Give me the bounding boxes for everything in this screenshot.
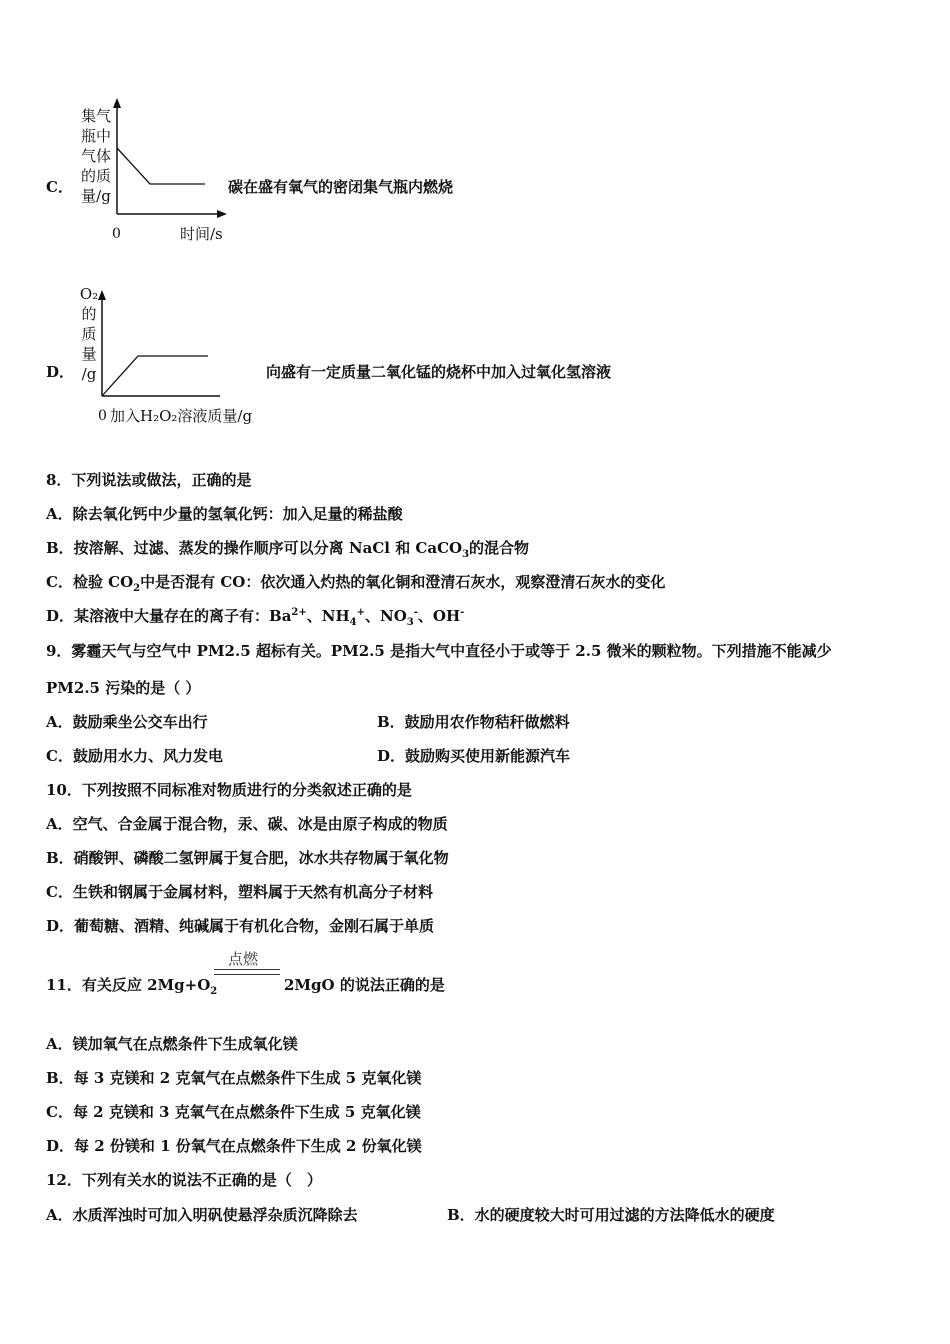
q11-stem-right: 2MgO 的说法正确的是 [284,976,445,994]
q9-stem-line1: 9．雾霾天气与空气中 PM2.5 超标有关。PM2.5 是指大气中直径小于或等于 2.5 微米的颗粒物。下列措施不能减少 [46,642,832,660]
q10-option-b: B．硝酸钾、磷酸二氢钾属于复合肥，冰水共存物属于氧化物 [46,849,449,867]
option-c-curve [117,148,205,184]
option-c-caption: 碳在盛有氧气的密闭集气瓶内燃烧 [228,178,454,196]
q8-option-b: B．按溶解、过滤、蒸发的操作顺序可以分离 NaCl 和 CaCO$_3$的混合物 [46,539,530,560]
q9-option-c: C．鼓励用水力、风力发电 [46,747,223,765]
q11-reaction-condition: 点燃 [228,950,259,968]
q12-stem: 12．下列有关水的说法不正确的是（ ） [46,1171,322,1189]
option-d-letter: D． [46,363,75,381]
option-c-y-axis-label: 集气 瓶中 气体 的质 量/g [80,107,111,205]
q11-stem-left: 11．有关反应 $2Mg+O_2$ [46,976,218,997]
q11-option-a: A．镁加氧气在点燃条件下生成氧化镁 [46,1035,298,1053]
q11-option-b: B．每 3 克镁和 2 克氧气在点燃条件下生成 5 克氧化镁 [46,1069,422,1087]
option-c-origin: 0 [112,226,121,242]
option-d-curve [102,356,208,396]
q9-option-b: B．鼓励用农作物秸秆做燃料 [377,713,570,731]
option-d-x-axis-label: 加入H₂O₂溶液质量/g [110,407,253,425]
option-d-origin: 0 [98,408,107,424]
q10-option-c: C．生铁和钢属于金属材料，塑料属于天然有机高分子材料 [46,883,433,901]
option-c-x-axis-label: 时间/s [180,225,223,243]
q10-option-d: D．葡萄糖、酒精、纯碱属于有机化合物，金刚石属于单质 [46,917,435,935]
option-d-caption: 向盛有一定质量二氧化锰的烧杯中加入过氧化氢溶液 [266,363,612,381]
q8-option-a: A．除去氧化钙中少量的氢氧化钙：加入足量的稀盐酸 [46,505,403,523]
q8-option-c: C．检验 $CO_2$中是否混有 CO：依次通入灼热的氧化铜和澄清石灰水，观察澄清石灰水的变化 [46,573,666,594]
q11-option-d: D．每 2 份镁和 1 份氧气在点燃条件下生成 2 份氧化镁 [46,1137,422,1155]
q9-stem-line2: PM2.5 污染的是（ ） [46,679,201,697]
option-c-y-arrow [113,98,121,108]
q11-equals-sign [214,969,280,975]
q8-option-d: D．某溶液中大量存在的离子有：$Ba^{2+}$、$NH_4^+$、$NO_3^-$、OH- [46,607,465,628]
q9-option-a: A．鼓励乘坐公交车出行 [46,713,208,731]
q12-option-b: B．水的硬度较大时可用过滤的方法降低水的硬度 [447,1206,775,1224]
option-c-graph [70,96,240,246]
option-c-x-arrow [217,210,227,218]
option-c-letter: C． [46,178,73,196]
q10-stem: 10．下列按照不同标准对物质进行的分类叙述正确的是 [46,781,412,799]
option-d-graph [70,284,270,434]
q9-option-d: D．鼓励购买使用新能源汽车 [377,747,571,765]
q8-stem: 8．下列说法或做法，正确的是 [46,471,252,489]
q10-option-a: A．空气、合金属于混合物，汞、碳、冰是由原子构成的物质 [46,815,448,833]
option-d-y-axis-label: O₂ 的 质 量 /g [79,285,99,383]
q12-option-a: A．水质浑浊时可加入明矾使悬浮杂质沉降除去 [46,1206,358,1224]
q11-option-c: C．每 2 克镁和 3 克氧气在点燃条件下生成 5 克氧化镁 [46,1103,421,1121]
option-d-y-arrow [98,290,106,300]
